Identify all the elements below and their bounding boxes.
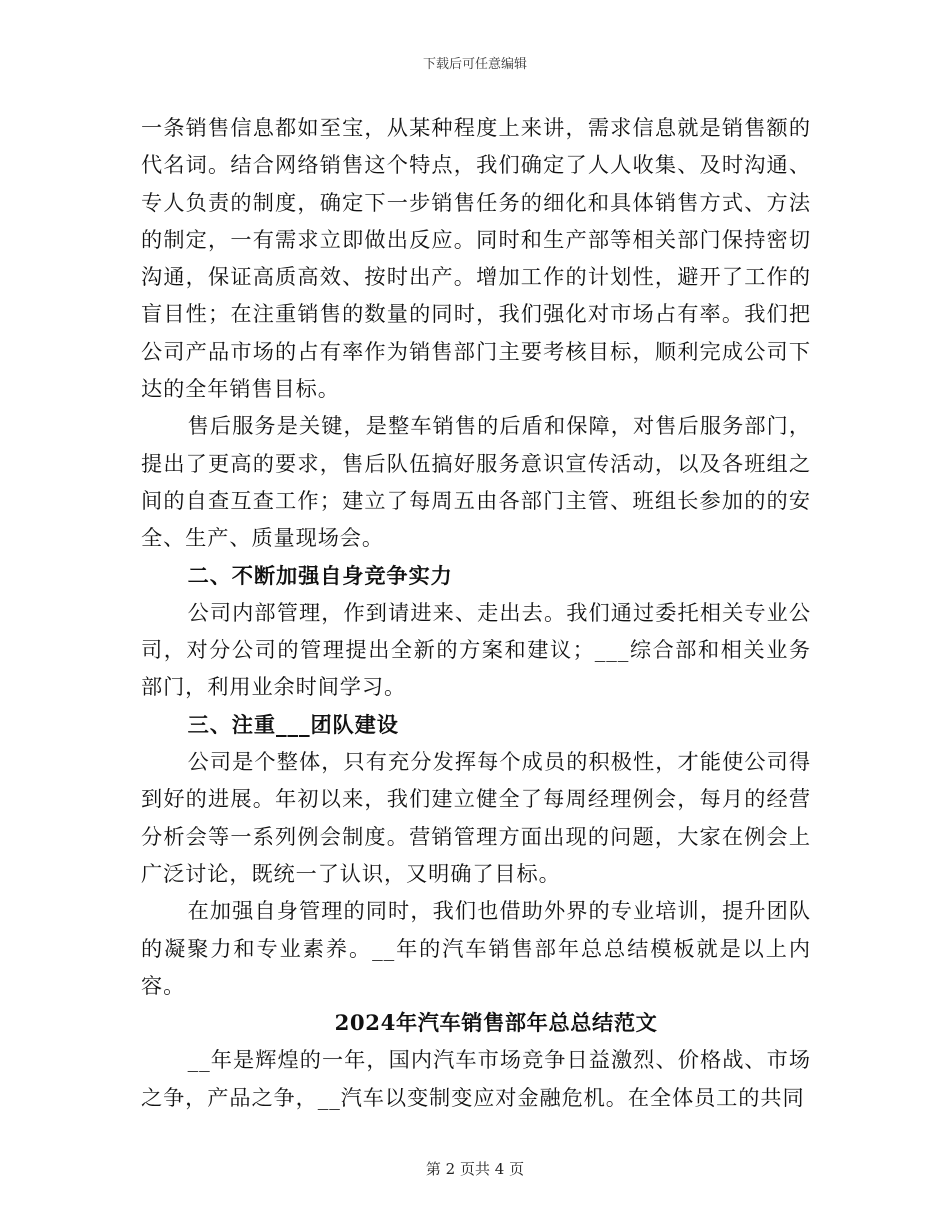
page-number-footer: 第 2 页共 4 页: [425, 1160, 525, 1178]
paragraph-sales-info: 一条销售信息都如至宝，从某种程度上来讲，需求信息就是销售额的代名词。结合网络销售这个特点，我们确定了人人收集、及时沟通、专人负责的制度，确定下一步销售任务的细化和具体销售方式、方法的制定，一有需求立即做出反应。同时和生产部等相关部门保持密切沟通，保证高质高效、按时出产。增加工作的计划性，避开了工作的盲目性；在注重销售的数量的同时，我们强化对市场占有率。我们把公司产品市场的占有率作为销售部门主要考核目标，顺利完成公司下达的全年销售目标。: [141, 115, 811, 402]
page-header-note: 下载后可任意编辑: [422, 57, 527, 72]
document-title: 2024年汽车销售部年总总结范文: [334, 1010, 658, 1036]
document-body: [141, 109, 811, 1116]
paragraph-team-building: 公司是个整体，只有充分发挥每个成员的积极性，才能使公司得到好的进展。年初以来，我们建立健全了每周经理例会，每月的经营分析会等一系列例会制度。营销管理方面出现的问题，大家在例会上广泛讨论，既统一了认识，又明确了目标。: [141, 749, 811, 886]
paragraph-internal-management: 公司内部管理，作到请进来、走出去。我们通过委托相关专业公司，对分公司的管理提出全新的方案和建议；___综合部和相关业务部门，利用业余时间学习。: [141, 599, 811, 700]
paragraph-training: 在加强自身管理的同时，我们也借助外界的专业培训，提升团队的凝聚力和专业素养。__年的汽车销售部年总总结模板就是以上内容。: [141, 898, 811, 998]
section-heading-2: 二、不断加强自身竞争实力: [187, 562, 453, 588]
section-heading-3: 三、注重___团队建设: [187, 711, 399, 737]
paragraph-after-sales: 售后服务是关键，是整车销售的后盾和保障，对售后服务部门，提出了更高的要求，售后队伍搞好服务意识宣传活动，以及各班组之间的自查互查工作；建立了每周五由各部门主管、班组长参加的的安全、生产、质量现场会。: [141, 413, 811, 551]
paragraph-year-review: __年是辉煌的一年，国内汽车市场竞争日益激烈、价格战、市场之争，产品之争，__汽车以变制变应对金融危机。在全体员工的共同: [141, 1047, 811, 1110]
